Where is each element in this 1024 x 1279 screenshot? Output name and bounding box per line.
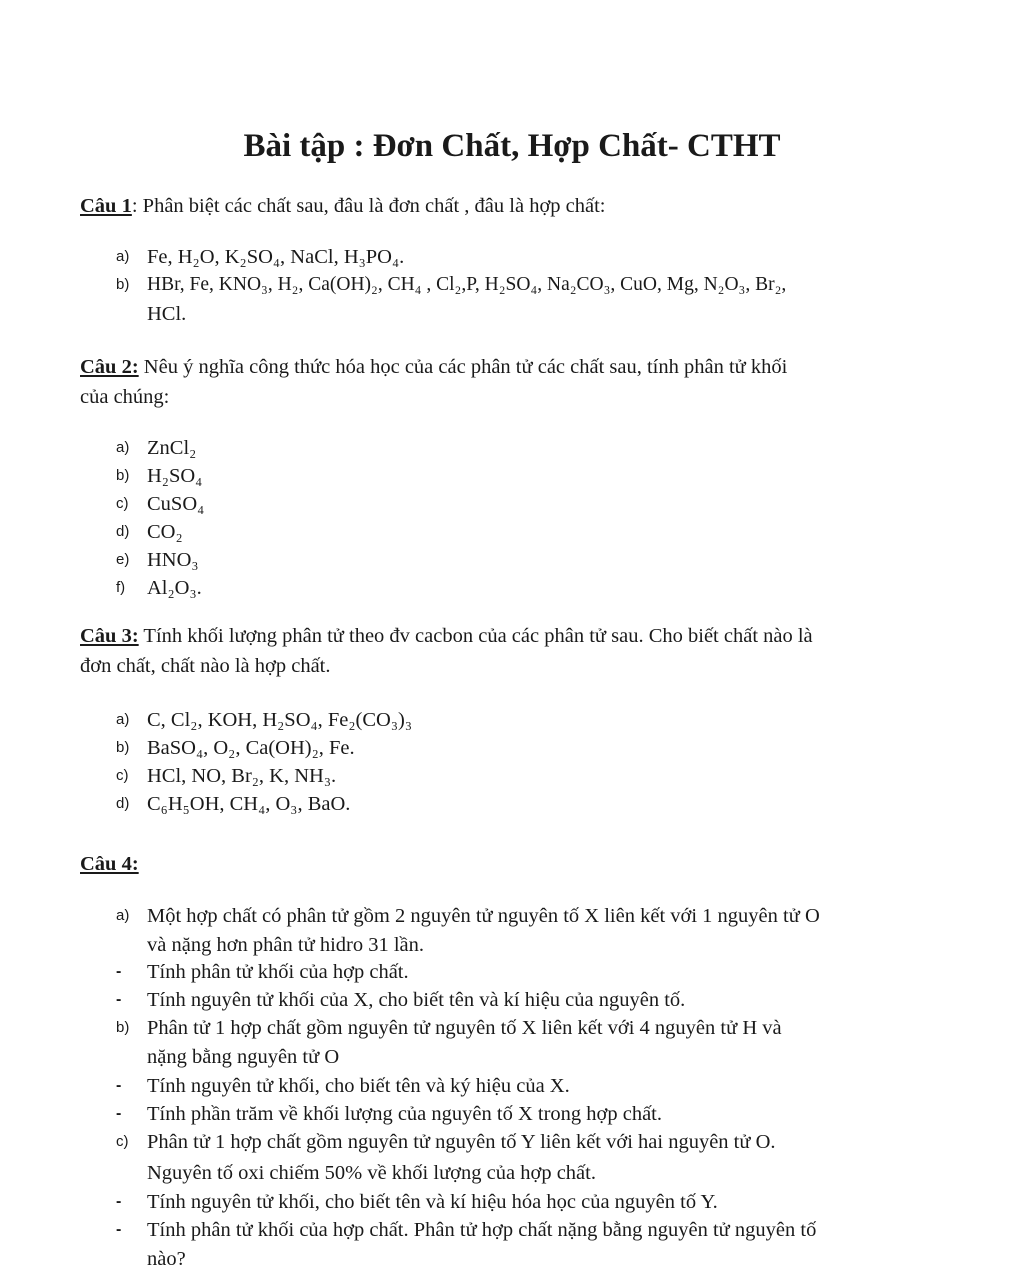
bullet-dash: - (116, 963, 122, 980)
q3-item-marker: a) (116, 711, 130, 728)
q1-b-text-line2: HCl. (147, 303, 187, 325)
question-4-label: Câu 4: (80, 853, 139, 875)
question-3-prompt (80, 622, 813, 650)
q3-item-text: C₆H₅OH, CH₄, O₃, BaO. (147, 793, 351, 815)
q4-a-text-line2: và nặng hơn phân tử hidro 31 lần. (147, 934, 425, 956)
q4-a-marker: a) (116, 907, 130, 924)
q4-c-marker: c) (116, 1133, 129, 1150)
q1-a-text: Fe, H₂O, K₂SO₄, NaCl, H₃PO₄. (147, 246, 405, 268)
q2-item-marker: f) (116, 579, 126, 596)
bullet-dash: - (116, 1221, 122, 1238)
q4-a-bullet: Tính phân tử khối của hợp chất. (147, 961, 409, 983)
q3-item-text: HCl, NO, Br₂, K, NH₃. (147, 765, 337, 787)
q4-c-tail: nào? (147, 1248, 186, 1270)
q2-item-marker: d) (116, 523, 130, 540)
q2-item-marker: a) (116, 439, 130, 456)
question-3-text-line2: đơn chất, chất nào là hợp chất. (80, 655, 331, 677)
bullet-dash: - (116, 1105, 122, 1122)
q1-b-text-line1: HBr, Fe, KNO₃, H₂, Ca(OH)₂, CH₄ , Cl₂,P, H₂SO₄, Na₂CO₃, CuO, Mg, N₂O₃, Br₂, (147, 274, 787, 295)
q4-b-marker: b) (116, 1019, 130, 1036)
q3-item-marker: d) (116, 795, 130, 812)
q4-b-bullet: Tính phần trăm về khối lượng của nguyên tố X trong hợp chất. (147, 1103, 663, 1125)
q2-item-text: CuSO₄ (147, 493, 205, 515)
q4-a-bullet: Tính nguyên tử khối của X, cho biết tên và kí hiệu của nguyên tố. (147, 989, 686, 1011)
question-2-text-line1: Nêu ý nghĩa công thức hóa học của các phân tử các chất sau, tính phân tử khối (138, 356, 788, 378)
q4-c-bullet: Tính phân tử khối của hợp chất. Phân tử hợp chất nặng bằng nguyên tử nguyên tố (147, 1219, 817, 1241)
q1-a-marker: a) (116, 248, 130, 265)
q4-b-text-line1: Phân tử 1 hợp chất gồm nguyên tử nguyên tố X liên kết với 4 nguyên tử H và (147, 1017, 782, 1039)
q2-item-marker: c) (116, 495, 129, 512)
q2-item-text: Al₂O₃. (147, 577, 202, 599)
q3-item-marker: c) (116, 767, 129, 784)
q2-item-text: CO₂ (147, 521, 183, 543)
question-2-prompt (80, 353, 787, 381)
q3-item-marker: b) (116, 739, 130, 756)
question-1-label: Câu 1 (80, 195, 132, 217)
q2-item-marker: e) (116, 551, 130, 568)
q2-item-marker: b) (116, 467, 130, 484)
q4-b-bullet: Tính nguyên tử khối, cho biết tên và ký hiệu của X. (147, 1075, 570, 1097)
bullet-dash: - (116, 1077, 122, 1094)
q1-b-marker: b) (116, 276, 130, 293)
q4-b-text-line2: nặng bằng nguyên tử O (147, 1046, 340, 1068)
q4-c-text-line1: Phân tử 1 hợp chất gồm nguyên tử nguyên tố Y liên kết với hai nguyên tử O. (147, 1131, 776, 1153)
bullet-dash: - (116, 1193, 122, 1210)
q4-c-bullet: Tính nguyên tử khối, cho biết tên và kí hiệu hóa học của nguyên tố Y. (147, 1191, 718, 1213)
q4-a-text-line1: Một hợp chất có phân tử gồm 2 nguyên tử nguyên tố X liên kết với 1 nguyên tử O (147, 905, 820, 927)
q4-c-text-line2: Nguyên tố oxi chiếm 50% về khối lượng của hợp chất. (147, 1162, 596, 1184)
bullet-dash: - (116, 991, 122, 1008)
page-title: Bài tập : Đơn Chất, Hợp Chất- CTHT (243, 128, 781, 164)
q2-item-text: HNO₃ (147, 549, 199, 571)
q3-item-text: BaSO₄, O₂, Ca(OH)₂, Fe. (147, 737, 355, 759)
question-2-label: Câu 2: (80, 356, 139, 378)
question-3-label: Câu 3: (80, 625, 139, 647)
question-1-text: : Phân biệt các chất sau, đâu là đơn chất , đâu là hợp chất: (131, 195, 606, 217)
q3-item-text: C, Cl₂, KOH, H₂SO₄, Fe₂(CO₃)₃ (147, 709, 412, 731)
question-3-text-line1: Tính khối lượng phân tử theo đv cacbon của các phân tử sau. Cho biết chất nào là (138, 625, 813, 647)
question-1-prompt (80, 192, 606, 220)
question-2-text-line2: của chúng: (80, 386, 170, 408)
q2-item-text: ZnCl₂ (147, 437, 197, 459)
q2-item-text: H₂SO₄ (147, 465, 203, 487)
